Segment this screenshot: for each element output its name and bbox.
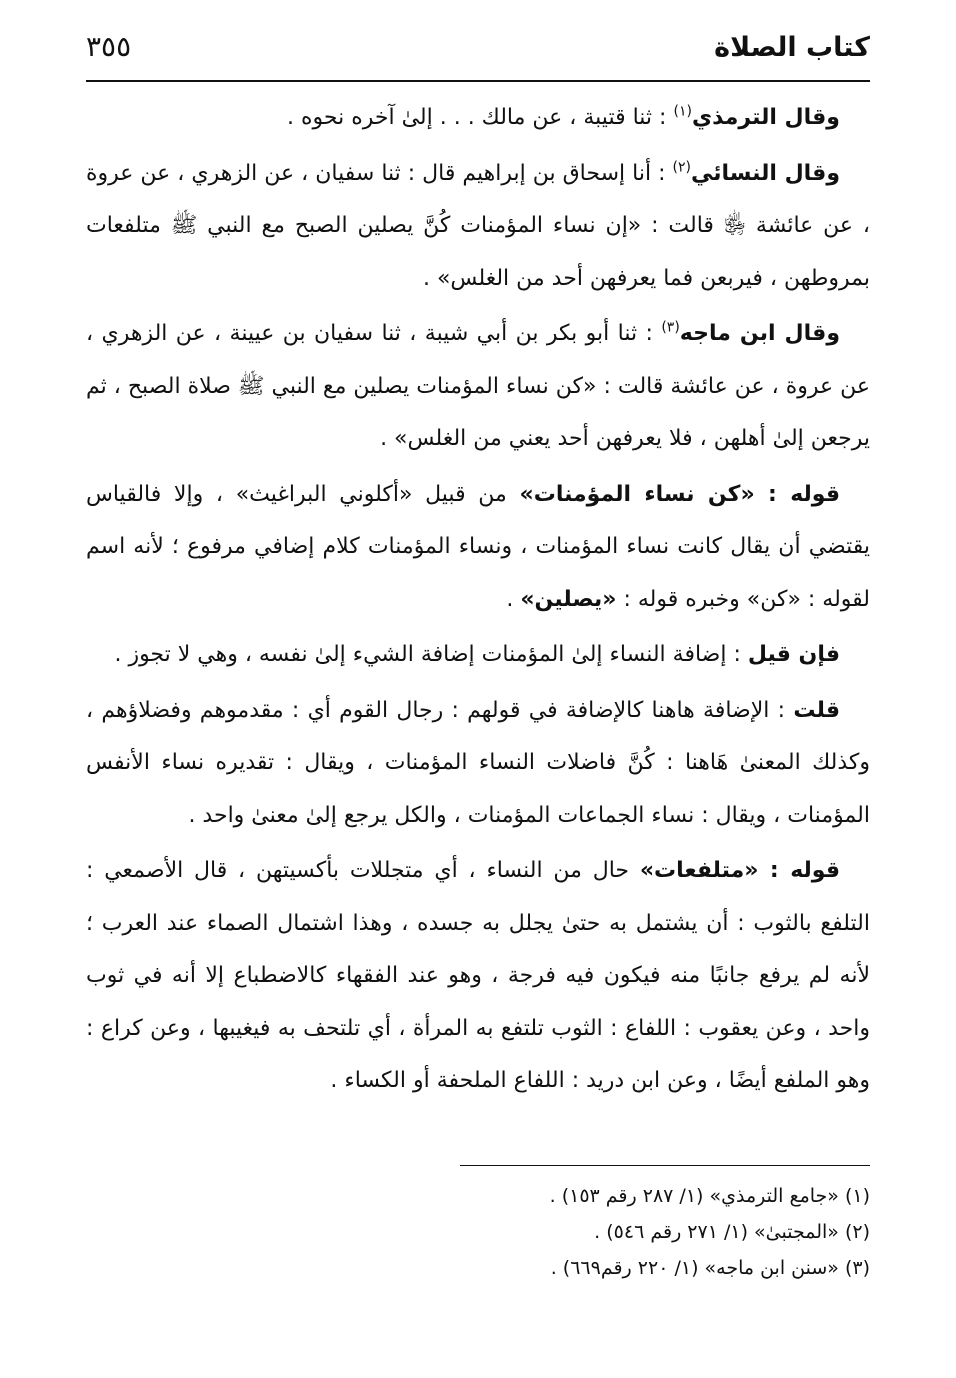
paragraph-text: من قبيل «أكلوني البراغيث» ، وإلا فالقياس يقتضي أن يقال كانت نساء المؤمنات ، ونساء المؤمنات كلام إضافي مرفوع ؛ لأنه اسم لقوله : «كن» وخبره قوله :: [86, 481, 870, 612]
footnote: (٣) «سنن ابن ماجه» (١/ ٢٢٠ رقم٦٦٩) .: [550, 1257, 870, 1279]
paragraph-text: : ثنا قتيبة ، عن مالك . . . إلىٰ آخره نحوه .: [287, 105, 674, 130]
paragraph-text: : الإضافة هاهنا كالإضافة في قولهم : رجال القوم أي : مقدموهم وفضلاؤهم ، وكذلك المعنىٰ هَاهنا : كُنَّ فاضلات النساء المؤمنات ، ويقال : تقديره نساء الأنفس المؤمنات ، ويقال : نساء الجماعات المؤمنات ، والكل يرجع إلىٰ معنىٰ واحد .: [86, 697, 870, 828]
running-title: كتاب الصلاة: [714, 32, 870, 63]
paragraph-tail: .: [506, 586, 521, 612]
paragraph-lead: فإن قيل: [747, 642, 840, 667]
paragraph-text: حال من النساء ، أي متجللات بأكسيتهن ، قال الأصمعي : التلفع بالثوب : أن يشتمل به حتىٰ يجلل به جسده ، وهذا اشتمال الصماء عند العرب ؛ لأنه لم يرفع جانبًا منه فيكون فيه فرجة ، وهو عند الفقهاء كالاضطباع إلا أنه في ثوب واحد ، وعن يعقوب : اللفاع : الثوب تلتفع به المرأة ، أي تلتحف به فيغيبها ، وعن كراع : وهو الملفع أيضًا ، وعن ابن دريد : اللفاع الملحفة أو الكساء .: [86, 858, 870, 1093]
main-text: [86, 92, 870, 1111]
paragraph-text: : إضافة النساء إلىٰ المؤمنات إضافة الشيء إلىٰ نفسه ، وهي لا تجوز .: [114, 642, 748, 667]
page-header: [86, 26, 870, 76]
page-number: ٣٥٥: [86, 30, 132, 63]
footnote-rule: [460, 1165, 870, 1166]
header-rule: [86, 80, 870, 82]
paragraph-kunna: [86, 469, 870, 627]
footnotes: [86, 1178, 870, 1286]
paragraph-text: : أنا إسحاق بن إبراهيم قال : ثنا سفيان ، عن الزهري ، عن عروة ، عن عائشة ﵂ قالت : «إن نساء المؤمنات كُنَّ يصلين الصبح مع النبي ﷺ متلفعات بمروطهن ، فيربعن فما يعرفهن أحد من الغلس» .: [86, 160, 870, 291]
paragraph-lead: قلت: [793, 697, 840, 723]
footnote: (٢) «المجتبىٰ» (١/ ٢٧١ رقم ٥٤٦) .: [594, 1221, 870, 1243]
paragraph-lead: قوله : «متلفعات»: [639, 858, 840, 883]
footnote: (١) «جامع الترمذي» (١/ ٢٨٧ رقم ١٥٣) .: [549, 1185, 870, 1207]
paragraph-emphasis: «يصلين»: [520, 586, 617, 612]
paragraph-tirmidhi: [86, 92, 870, 145]
paragraph-ibn-majah: [86, 308, 870, 466]
paragraph-lead: وقال ابن ماجه: [679, 321, 840, 346]
paragraph-answer: [86, 685, 870, 843]
footnote-ref: (٣): [661, 319, 680, 336]
paragraph-text: : ثنا أبو بكر بن أبي شيبة ، ثنا سفيان بن عيينة ، عن الزهري ، عن عروة ، عن عائشة قالت : «كن نساء المؤمنات يصلين مع النبي ﷺ صلاة الصبح ، ثم يرجعن إلىٰ أهلهن ، فلا يعرفهن أحد يعني من الغلس» .: [86, 321, 870, 451]
paragraph-lead: قوله : «كن نساء المؤمنات»: [519, 481, 840, 507]
paragraph-mutalaffiat: [86, 845, 870, 1108]
paragraph-nasai: [86, 148, 870, 306]
paragraph-objection: [86, 629, 870, 682]
footnote-ref: (٢): [672, 159, 691, 176]
footnote-ref: (١): [673, 103, 692, 120]
paragraph-lead: وقال الترمذي: [691, 105, 840, 130]
paragraph-lead: وقال النسائي: [690, 160, 840, 186]
